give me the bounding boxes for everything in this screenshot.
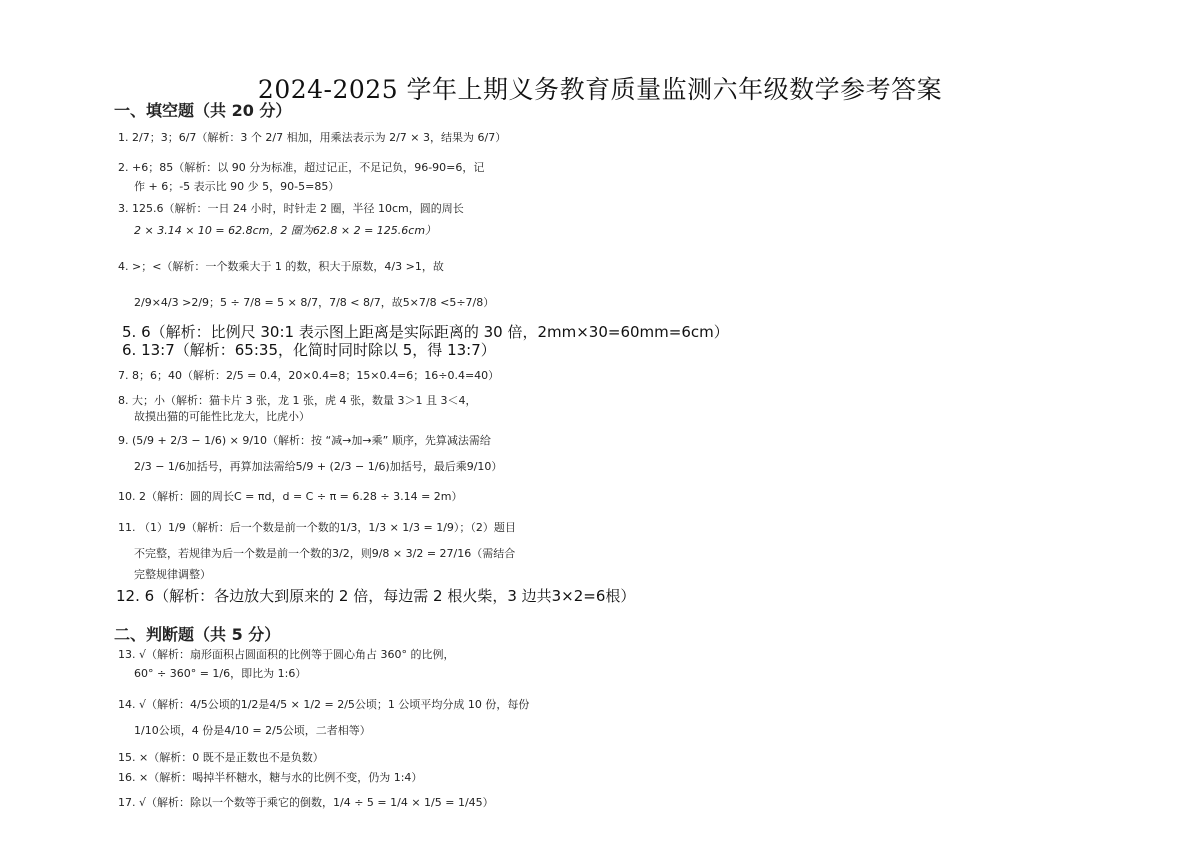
answer-line: 完整规律调整） [134,568,211,581]
answer-line: 10. 2（解析：圆的周长C = πd，d = C ÷ π = 6.28 ÷ 3.14 = 2m） [118,490,463,503]
answer-line: 2 × 3.14 × 10 = 62.8cm，2 圈为62.8 × 2 = 125.6cm） [134,224,437,237]
answer-line: 16. ×（解析：喝掉半杯糖水，糖与水的比例不变，仍为 1:4） [118,771,423,784]
answer-line: 故摸出猫的可能性比龙大，比虎小） [134,410,310,423]
answer-line: 8. 大；小（解析：猫卡片 3 张，龙 1 张，虎 4 张，数量 3＞1 且 3＜4， [118,394,477,407]
page-title: 2024-2025 学年上期义务教育质量监测六年级数学参考答案 [257,75,943,104]
answer-line: 9. (5/9 + 2/3 − 1/6) × 9/10（解析：按 “减→加→乘” 顺序，先算减法需给 [118,434,491,447]
answer-line: 2. +6；85（解析：以 90 分为标准，超过记正，不足记负，96-90=6，记 [118,161,485,174]
answer-line: 11. （1）1/9（解析：后一个数是前一个数的1/3，1/3 × 1/3 = 1/9）；（2）题目 [118,521,516,534]
answer-line: 14. √（解析：4/5公顷的1/2是4/5 × 1/2 = 2/5公顷；1 公顷平均分成 10 份，每份 [118,698,530,711]
answer-line: 13. √（解析：扇形面积占圆面积的比例等于圆心角占 360° 的比例， [118,648,455,661]
answer-line: 12. 6（解析：各边放大到原来的 2 倍，每边需 2 根火柴，3 边共3×2=6根） [116,587,636,605]
answer-line: 17. √（解析：除以一个数等于乘它的倒数，1/4 ÷ 5 = 1/4 × 1/5 = 1/45） [118,796,494,809]
answer-line: 6. 13:7（解析：65:35，化简时同时除以 5，得 13:7） [122,341,496,359]
answer-line: 15. ×（解析：0 既不是正数也不是负数） [118,751,324,764]
answer-line: 7. 8；6；40（解析：2/5 = 0.4，20×0.4=8；15×0.4=6；16÷0.4=40） [118,369,500,382]
answer-line: 2/9×4/3 >2/9；5 ÷ 7/8 = 5 × 8/7，7/8 < 8/7，故5×7/8 <5÷7/8） [134,296,495,309]
section-judge-heading: 二、判断题（共 5 分） [114,625,281,644]
answer-line: 5. 6（解析：比例尺 30:1 表示图上距离是实际距离的 30 倍，2mm×30=60mm=6cm） [122,323,729,341]
answer-line: 1/10公顷，4 份是4/10 = 2/5公顷，二者相等） [134,724,371,737]
answer-line: 3. 125.6（解析：一日 24 小时，时针走 2 圈，半径 10cm，圆的周长 [118,202,464,215]
answer-line: 4. >；<（解析：一个数乘大于 1 的数，积大于原数，4/3 >1，故 [118,260,444,273]
answer-line: 1. 2/7；3；6/7（解析：3 个 2/7 相加，用乘法表示为 2/7 × 3，结果为 6/7） [118,131,507,144]
section-fill-heading: 一、填空题（共 20 分） [114,101,292,120]
answer-line: 2/3 − 1/6加括号，再算加法需给5/9 + (2/3 − 1/6)加括号，最后乘9/10） [134,460,503,473]
answer-line: 60° ÷ 360° = 1/6，即比为 1:6） [134,667,307,680]
answer-line: 不完整，若规律为后一个数是前一个数的3/2，则9/8 × 3/2 = 27/16（需结合 [134,547,516,560]
answer-line: 作 + 6；-5 表示比 90 少 5，90-5=85） [134,180,340,193]
